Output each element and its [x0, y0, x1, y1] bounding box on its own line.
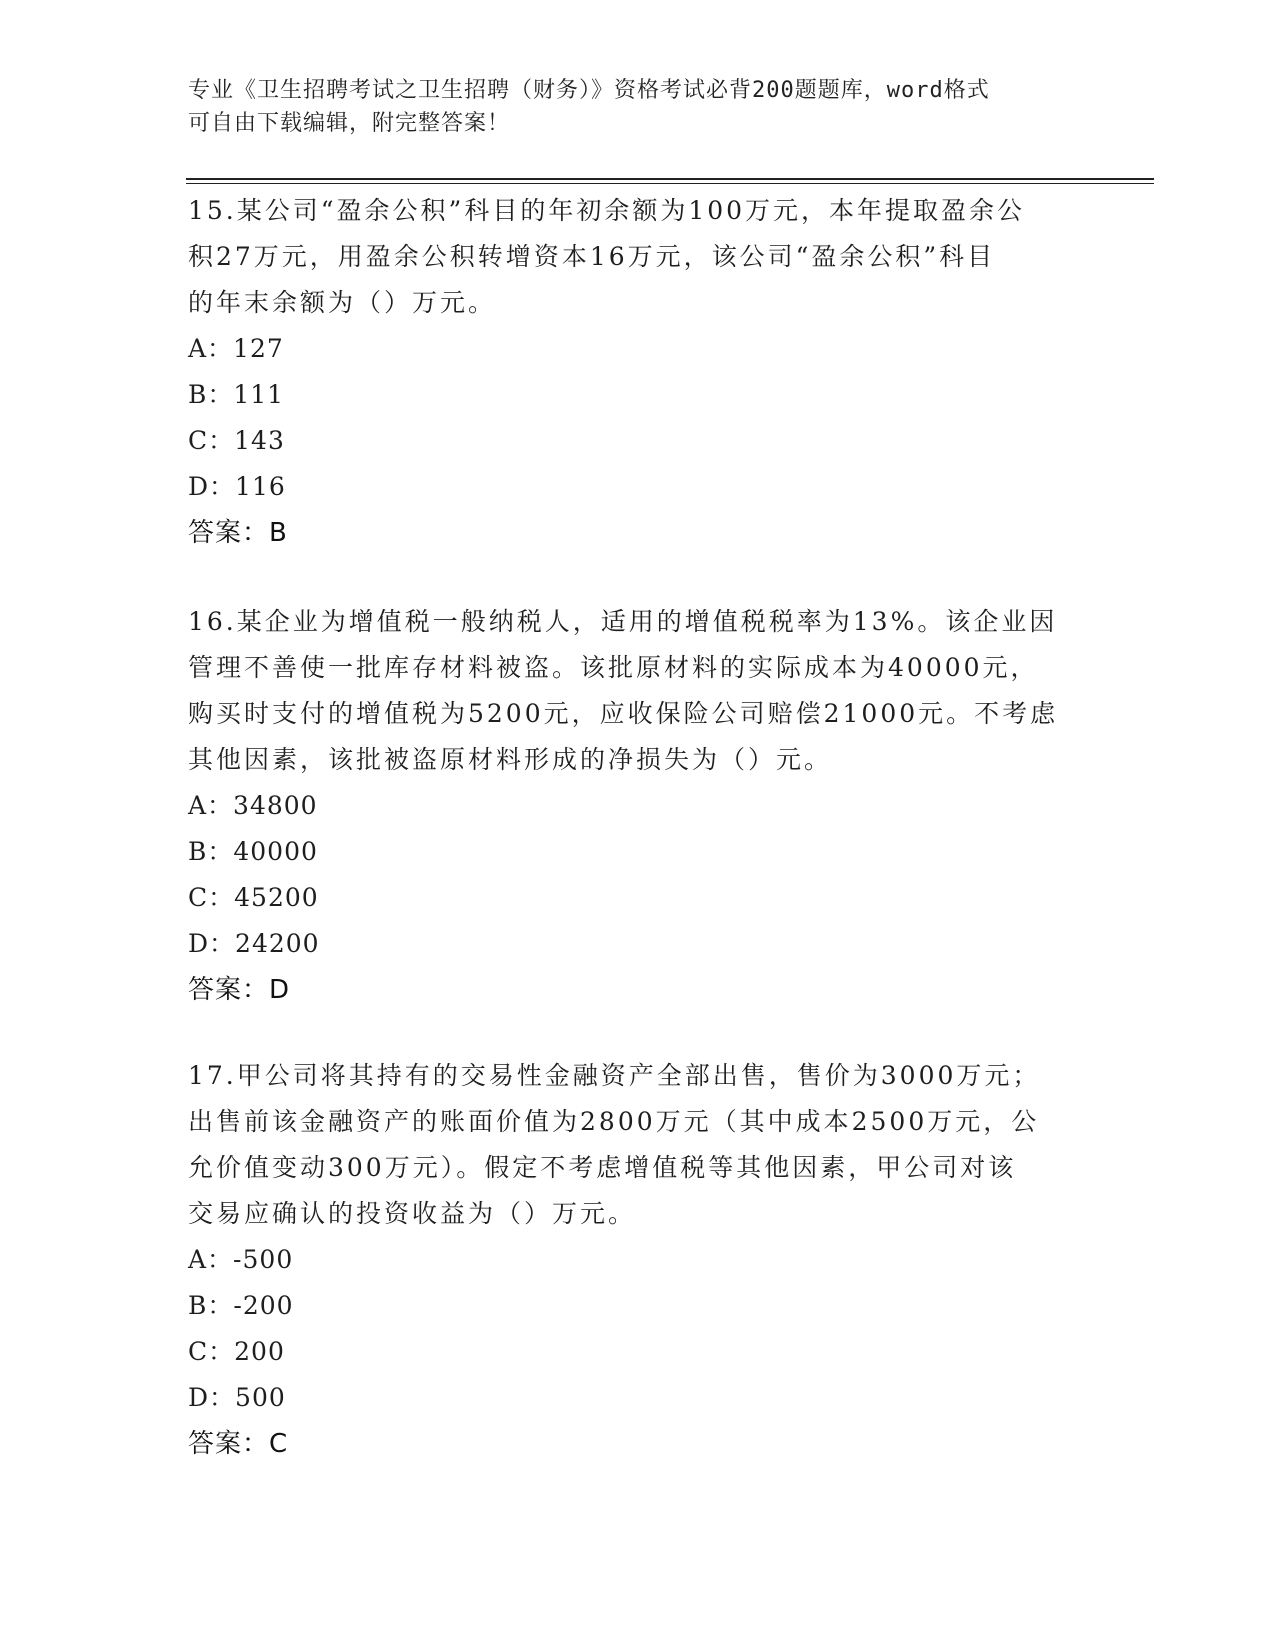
header-divider-thick	[186, 178, 1154, 180]
question-15	[188, 188, 1088, 556]
option-c: C：143	[188, 426, 285, 455]
answer-line: 答案：D	[188, 975, 291, 1005]
question-stem-line: 17.甲公司将其持有的交易性金融资产全部出售，售价为3000万元；	[188, 1061, 1041, 1090]
option-a: A：34800	[188, 791, 318, 820]
header-divider-thin	[186, 183, 1154, 184]
question-stem-line: 管理不善使一批库存材料被盗。该批原材料的实际成本为40000元，	[188, 653, 1039, 682]
option-a: A：127	[188, 334, 284, 363]
header-line-2: 可自由下载编辑，附完整答案！	[188, 111, 511, 136]
answer-line: 答案：B	[188, 518, 288, 548]
question-stem-line: 出售前该金融资产的账面价值为2800万元（其中成本2500万元，公	[188, 1107, 1040, 1136]
header-line-1: 专业《卫生招聘考试之卫生招聘（财务）》资格考试必背200题题库，word格式	[188, 78, 990, 103]
option-d: D：116	[188, 472, 286, 501]
option-b: B：-200	[188, 1291, 294, 1320]
question-stem-line: 允价值变动300万元）。假定不考虑增值税等其他因素，甲公司对该	[188, 1153, 1017, 1182]
question-16	[188, 599, 1088, 1013]
document-header	[188, 74, 1068, 140]
option-c: C：45200	[188, 883, 319, 912]
question-stem-line: 的年末余额为（）万元。	[188, 288, 497, 317]
question-stem-line: 其他因素，该批被盗原材料形成的净损失为（）元。	[188, 745, 833, 774]
question-stem-line: 交易应确认的投资收益为（）万元。	[188, 1199, 637, 1228]
option-d: D：500	[188, 1383, 286, 1412]
option-c: C：200	[188, 1337, 285, 1366]
question-stem-line: 16.某企业为增值税一般纳税人，适用的增值税税率为13%。该企业因	[188, 607, 1058, 636]
question-stem-line: 购买时支付的增值税为5200元，应收保险公司赔偿21000元。不考虑	[188, 699, 1059, 728]
option-b: B：40000	[188, 837, 318, 866]
option-b: B：111	[188, 380, 285, 409]
question-17	[188, 1053, 1088, 1467]
answer-line: 答案：C	[188, 1429, 289, 1459]
option-a: A：-500	[188, 1245, 294, 1274]
question-stem-line: 15.某公司“盈余公积”科目的年初余额为100万元，本年提取盈余公	[188, 196, 1026, 225]
option-d: D：24200	[188, 929, 320, 958]
question-stem-line: 积27万元，用盈余公积转增资本16万元，该公司“盈余公积”科目	[188, 242, 996, 271]
